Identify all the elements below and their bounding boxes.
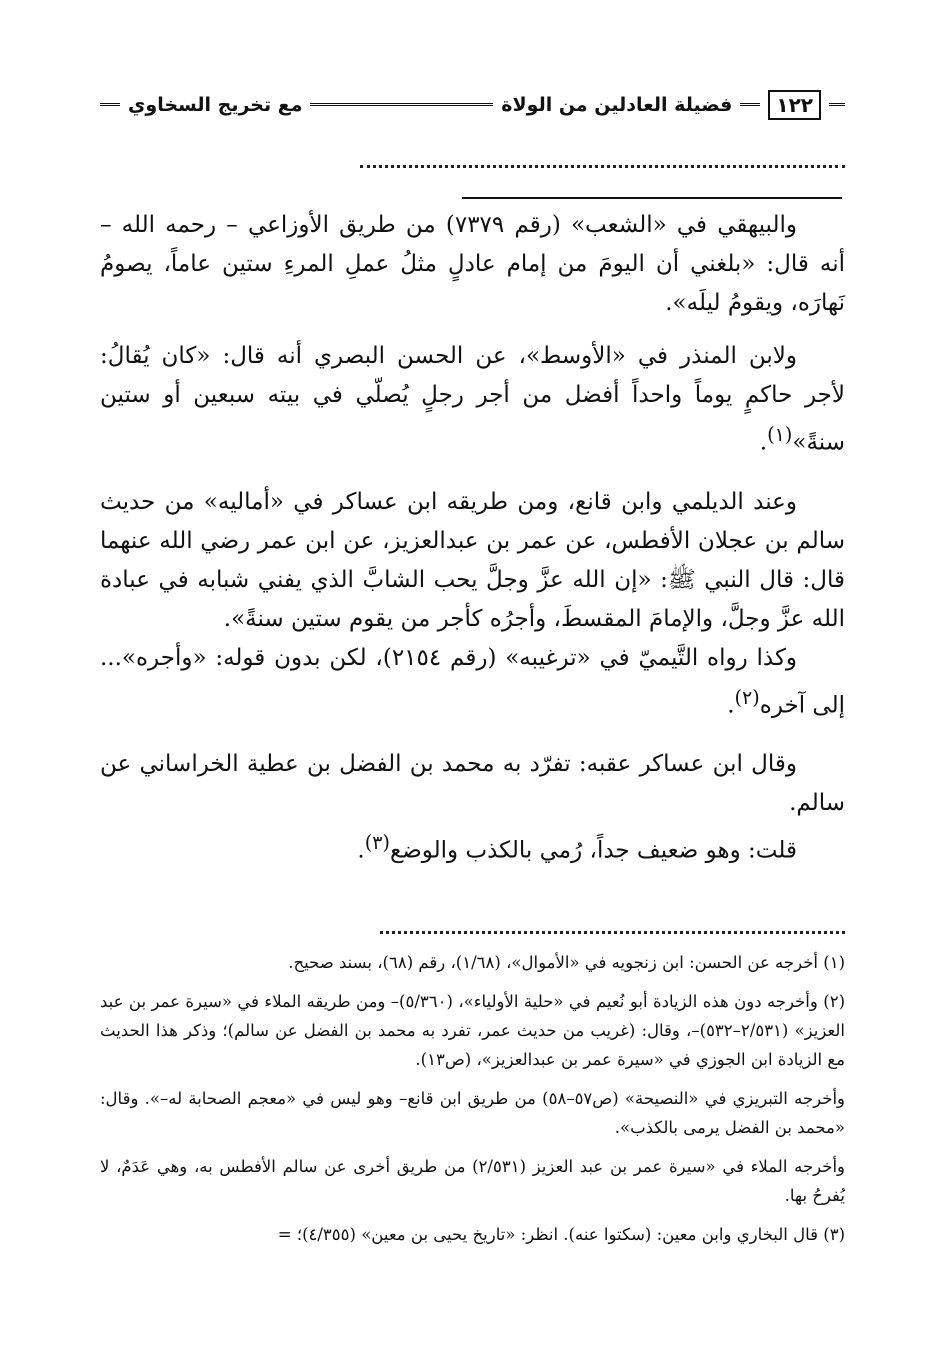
paragraph-text: ولابن المنذر في «الأوسط»، عن الحسن البصري أنه قال: «كان يُقالُ: لأجر حاكمٍ يوماً واحداً أفضل من أجر رجلٍ يُصلّي في بيته سبعين أو ستين سنةً»	[100, 343, 845, 456]
paragraph: ولابن المنذر في «الأوسط»، عن الحسن البصري أنه قال: «كان يُقالُ: لأجر حاكمٍ يوماً واحداً أفضل من أجر رجلٍ يُصلّي في بيته سبعين أو ستين سنةً»$^{(١)}$.	[100, 343, 845, 456]
main-text	[100, 206, 845, 871]
footnote: (١) أخرجه عن الحسن: ابن زنجويه في «الأموال»، (١/٦٨)، رقم (٦٨)، بسند صحيح.	[288, 953, 845, 972]
header-rule	[310, 103, 493, 109]
section-rule	[462, 197, 842, 199]
paragraph: وقال ابن عساكر عقبه: تفرّد به محمد بن الفضل بن عطية الخراساني عن سالم.	[100, 751, 845, 817]
paragraph: قلت: وهو ضعيف جداً، رُمي بالكذب والوضع$^{(٣)}$.	[357, 831, 797, 864]
book-subtitle: مع تخريج السخاوي	[128, 94, 303, 116]
footnote-ref: (١)	[767, 423, 793, 446]
paragraph: والبيهقي في «الشعب» (رقم ٧٣٧٩) من طريق الأوزاعي – رحمه الله – أنه قال: «بلغني أن اليومَ من إمام عادلٍ مثلُ عملِ المرءِ ستين عاماً، يصومُ نَهارَه، ويقومُ ليلَه».	[100, 212, 845, 316]
paragraph-text: قلت: وهو ضعيف جداً، رُمي بالكذب والوضع	[389, 837, 797, 864]
book-title: فضيلة العادلين من الولاة	[501, 94, 733, 116]
header-rule	[100, 103, 120, 109]
running-header	[100, 88, 845, 122]
footnote-continuation: وأخرجه التبريزي في «النصيحة» (ص٥٧–٥٨) من طريق ابن قانع– وهو ليس في «معجم الصحابة له–». وقال: «محمد بن الفضل يرمى بالكذب».	[100, 1089, 845, 1137]
footnote-separator	[380, 931, 845, 934]
dotted-separator	[360, 165, 845, 168]
header-rule	[740, 103, 760, 109]
paragraph-text: وكذا رواه التَّيميّ في «ترغيبه» (رقم ٢١٥٤)، لكن بدون قوله: «وأجره»... إلى آخره	[100, 644, 845, 719]
footnote-ref: (٣)	[364, 831, 390, 855]
footnote: (٣) قال البخاري وابن معين: (سكتوا عنه). انظر: «تاريخ يحيى بن معين» (٤/٣٥٥)؛ =	[277, 1225, 845, 1244]
footnotes	[100, 948, 845, 1259]
page-number: ١٢٢	[768, 90, 821, 120]
paragraph: وكذا رواه التَّيميّ في «ترغيبه» (رقم ٢١٥٤)، لكن بدون قوله: «وأجره»... إلى آخره$^{(٢)}$.	[100, 644, 845, 719]
footnote-ref: (٢)	[734, 685, 760, 709]
paragraph: وعند الديلمي وابن قانع، ومن طريقه ابن عساكر في «أماليه» من حديث سالم بن عجلان الأفطس، عن عمر بن عبدالعزيز، عن ابن عمر رضي الله عنهما قال: قال النبي ﷺ: «إن الله عزَّ وجلَّ يحب الشابَّ الذي يفني شبابه في عبادة الله عزَّ وجلَّ، والإمامَ المقسطَ، وأجرُه كأجر من يقوم ستين سنةً».	[100, 488, 845, 632]
footnote-continuation: وأخرجه الملاء في «سيرة عمر بن عبد العزيز (٢/٥٣١) من طريق أخرى عن سالم الأفطس به، وهي عَدَمٌ، لا يُفرحُ بها.	[100, 1157, 845, 1205]
footnote: (٢) وأخرجه دون هذه الزيادة أبو نُعيم في «حلية الأولياء»، (٥/٣٦٠)– ومن طريقه الملاء في «سيرة عمر بن عبد العزيز» (٢/٥٣١–٥٣٢)–، وقال: (غريب من حديث عمر، تفرد به محمد بن الفضل عن سالم)؛ وذكر هذا الحديث مع الزيادة ابن الجوزي في «سيرة عمر بن عبدالعزيز»، (ص١٣).	[100, 992, 846, 1069]
header-rule	[829, 103, 845, 109]
